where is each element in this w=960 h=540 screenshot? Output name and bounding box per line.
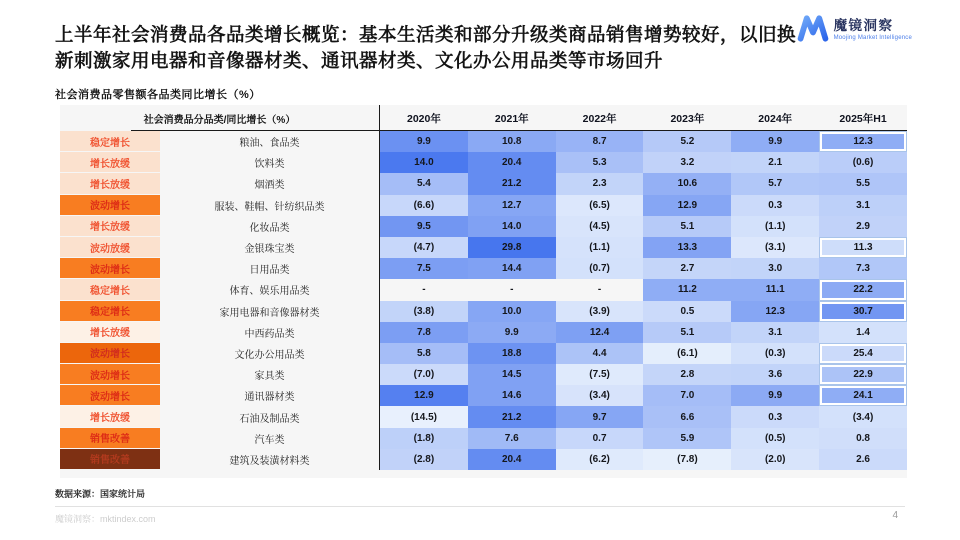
value-cell: 9.5 bbox=[380, 216, 468, 237]
value-cell: 20.4 bbox=[468, 152, 556, 173]
trend-tag: 稳定增长 bbox=[60, 131, 160, 152]
value-cell: (3.9) bbox=[556, 301, 644, 322]
value-cell: 2.9 bbox=[819, 216, 907, 237]
heatmap-table bbox=[60, 105, 907, 478]
value-cell: 8.7 bbox=[556, 131, 644, 152]
trend-tag: 波动增长 bbox=[60, 195, 160, 216]
value-cell: (4.7) bbox=[380, 237, 468, 258]
category-label: 中西药品类 bbox=[160, 322, 380, 343]
value-cell: 21.2 bbox=[468, 173, 556, 194]
value-cell: 13.3 bbox=[643, 237, 731, 258]
value-cell: 10.6 bbox=[643, 173, 731, 194]
value-cell: 12.4 bbox=[556, 322, 644, 343]
value-cell-highlighted: 30.7 bbox=[819, 301, 907, 322]
year-column-header: 2020年 bbox=[406, 112, 441, 125]
trend-tag: 波动增长 bbox=[60, 258, 160, 279]
table-corner-label: 社会消费品分品类/同比增长（%） bbox=[60, 105, 380, 131]
value-cell: 7.3 bbox=[819, 258, 907, 279]
value-cell: (3.4) bbox=[819, 406, 907, 427]
value-cell: 3.0 bbox=[731, 258, 819, 279]
trend-tag: 增长放缓 bbox=[60, 322, 160, 343]
category-label: 家用电器和音像器材类 bbox=[160, 301, 380, 322]
value-cell: 21.2 bbox=[468, 406, 556, 427]
category-label: 家具类 bbox=[160, 364, 380, 385]
value-cell: 1.4 bbox=[819, 322, 907, 343]
category-label: 日用品类 bbox=[160, 258, 380, 279]
value-cell: 2.3 bbox=[556, 173, 644, 194]
table-row bbox=[60, 322, 907, 343]
value-cell: (1.1) bbox=[731, 216, 819, 237]
value-cell-highlighted: 22.2 bbox=[819, 279, 907, 300]
moojing-m-icon bbox=[797, 14, 829, 47]
value-cell: 9.9 bbox=[731, 385, 819, 406]
value-cell: 2.1 bbox=[731, 152, 819, 173]
value-cell: 7.8 bbox=[380, 322, 468, 343]
value-cell: 5.7 bbox=[731, 173, 819, 194]
value-cell: 14.5 bbox=[468, 364, 556, 385]
trend-tag: 波动增长 bbox=[60, 343, 160, 364]
value-cell: (6.5) bbox=[556, 195, 644, 216]
table-row bbox=[60, 258, 907, 279]
trend-tag: 增长放缓 bbox=[60, 216, 160, 237]
year-column-header: 2022年 bbox=[582, 112, 617, 125]
trend-tag: 增长放缓 bbox=[60, 152, 160, 173]
value-cell: 0.8 bbox=[819, 428, 907, 449]
table-row bbox=[60, 216, 907, 237]
value-cell: 5.3 bbox=[556, 152, 644, 173]
trend-tag: 增长放缓 bbox=[60, 173, 160, 194]
value-cell-highlighted: 11.3 bbox=[819, 237, 907, 258]
value-cell: 11.2 bbox=[643, 279, 731, 300]
value-cell-highlighted: 12.3 bbox=[819, 131, 907, 152]
value-cell: (2.0) bbox=[731, 449, 819, 470]
value-cell: (3.8) bbox=[380, 301, 468, 322]
table-row bbox=[60, 343, 907, 364]
year-column-header: 2024年 bbox=[758, 112, 793, 125]
value-cell: 0.3 bbox=[731, 406, 819, 427]
category-label: 通讯器材类 bbox=[160, 385, 380, 406]
table-row bbox=[60, 428, 907, 449]
value-cell: (3.4) bbox=[556, 385, 644, 406]
category-label: 文化办公用品类 bbox=[160, 343, 380, 364]
page-title bbox=[55, 22, 855, 74]
value-cell: 9.9 bbox=[731, 131, 819, 152]
trend-tag: 波动增长 bbox=[60, 364, 160, 385]
value-cell: (1.8) bbox=[380, 428, 468, 449]
value-cell: 18.8 bbox=[468, 343, 556, 364]
value-cell-highlighted: 25.4 bbox=[819, 343, 907, 364]
page-number: 4 bbox=[892, 510, 898, 521]
chart-title: 社会消费品零售额各品类同比增长（%） bbox=[55, 89, 261, 101]
value-cell: 7.6 bbox=[468, 428, 556, 449]
trend-tag: 稳定增长 bbox=[60, 279, 160, 300]
value-cell-highlighted: 22.9 bbox=[819, 364, 907, 385]
table-row bbox=[60, 406, 907, 427]
value-cell: 5.5 bbox=[819, 173, 907, 194]
table-row bbox=[60, 385, 907, 406]
brand-name: 魔镜洞察 bbox=[833, 18, 894, 33]
value-cell: 14.0 bbox=[468, 216, 556, 237]
category-label: 服装、鞋帽、针纺织品类 bbox=[160, 195, 380, 216]
value-cell: (0.5) bbox=[731, 428, 819, 449]
table-row bbox=[60, 152, 907, 173]
table-row bbox=[60, 131, 907, 152]
year-column-header: 2025年H1 bbox=[839, 112, 887, 125]
table-row bbox=[60, 279, 907, 300]
value-cell: 9.9 bbox=[380, 131, 468, 152]
table-row bbox=[60, 195, 907, 216]
category-label: 饮料类 bbox=[160, 152, 380, 173]
value-cell: (0.3) bbox=[731, 343, 819, 364]
year-column-header: 2021年 bbox=[494, 112, 529, 125]
category-label: 金银珠宝类 bbox=[160, 237, 380, 258]
value-cell: - bbox=[468, 279, 556, 300]
value-cell: 12.9 bbox=[643, 195, 731, 216]
value-cell: 5.4 bbox=[380, 173, 468, 194]
value-cell: 5.2 bbox=[643, 131, 731, 152]
value-cell: 10.0 bbox=[468, 301, 556, 322]
value-cell: 20.4 bbox=[468, 449, 556, 470]
value-cell: 7.0 bbox=[643, 385, 731, 406]
value-cell: 14.0 bbox=[380, 152, 468, 173]
page-title-line2: 新刺激家用电器和音像器材类、通讯器材类、文化办公用品类等市场回升 bbox=[55, 49, 664, 71]
value-cell: (0.7) bbox=[556, 258, 644, 279]
value-cell: 0.5 bbox=[643, 301, 731, 322]
value-cell: 5.8 bbox=[380, 343, 468, 364]
category-label: 石油及制品类 bbox=[160, 406, 380, 427]
value-cell: 11.1 bbox=[731, 279, 819, 300]
watermark: 魔镜洞察：mktindex.com bbox=[55, 514, 156, 524]
trend-tag: 销售改善 bbox=[60, 449, 160, 470]
category-label: 粮油、食品类 bbox=[160, 131, 380, 152]
value-cell: 2.7 bbox=[643, 258, 731, 279]
table-row bbox=[60, 449, 907, 470]
table-header-row bbox=[60, 105, 907, 131]
value-cell: (3.1) bbox=[731, 237, 819, 258]
value-cell: (1.1) bbox=[556, 237, 644, 258]
value-cell: 10.8 bbox=[468, 131, 556, 152]
value-cell: - bbox=[556, 279, 644, 300]
table-row bbox=[60, 237, 907, 258]
value-cell: 5.1 bbox=[643, 322, 731, 343]
value-cell: (6.1) bbox=[643, 343, 731, 364]
value-cell: 9.7 bbox=[556, 406, 644, 427]
value-cell: (6.2) bbox=[556, 449, 644, 470]
value-cell: 3.1 bbox=[731, 322, 819, 343]
value-cell: 4.4 bbox=[556, 343, 644, 364]
trend-tag: 增长放缓 bbox=[60, 406, 160, 427]
value-cell: 12.9 bbox=[380, 385, 468, 406]
value-cell: 29.8 bbox=[468, 237, 556, 258]
value-cell: (7.5) bbox=[556, 364, 644, 385]
value-cell: 7.5 bbox=[380, 258, 468, 279]
brand-tagline: Moojing Market Intelligence bbox=[833, 35, 912, 41]
trend-tag: 稳定增长 bbox=[60, 301, 160, 322]
value-cell: (6.6) bbox=[380, 195, 468, 216]
value-cell: - bbox=[380, 279, 468, 300]
value-cell: (0.6) bbox=[819, 152, 907, 173]
page-title-line1: 上半年社会消费品各品类增长概览：基本生活类和部分升级类商品销售增势较好，以旧换 bbox=[55, 24, 797, 45]
trend-tag: 波动放缓 bbox=[60, 237, 160, 258]
value-cell: (7.0) bbox=[380, 364, 468, 385]
category-label: 烟酒类 bbox=[160, 173, 380, 194]
value-cell: 5.1 bbox=[643, 216, 731, 237]
value-cell: 2.8 bbox=[643, 364, 731, 385]
value-cell: 6.6 bbox=[643, 406, 731, 427]
table-row bbox=[60, 301, 907, 322]
data-source: 数据来源：国家统计局 bbox=[55, 489, 146, 499]
category-label: 体育、娱乐用品类 bbox=[160, 279, 380, 300]
trend-tag: 波动增长 bbox=[60, 385, 160, 406]
value-cell: (2.8) bbox=[380, 449, 468, 470]
table-row bbox=[60, 364, 907, 385]
trend-tag: 销售改善 bbox=[60, 428, 160, 449]
value-cell: 2.6 bbox=[819, 449, 907, 470]
brand-logo bbox=[797, 14, 912, 47]
footer-divider bbox=[55, 506, 905, 507]
value-cell: 12.7 bbox=[468, 195, 556, 216]
value-cell: 14.6 bbox=[468, 385, 556, 406]
value-cell: 12.3 bbox=[731, 301, 819, 322]
value-cell: (14.5) bbox=[380, 406, 468, 427]
category-label: 汽车类 bbox=[160, 428, 380, 449]
value-cell: 0.3 bbox=[731, 195, 819, 216]
value-cell: (7.8) bbox=[643, 449, 731, 470]
category-label: 化妆品类 bbox=[160, 216, 380, 237]
value-cell: 3.2 bbox=[643, 152, 731, 173]
value-cell-highlighted: 24.1 bbox=[819, 385, 907, 406]
value-cell: 14.4 bbox=[468, 258, 556, 279]
value-cell: 3.1 bbox=[819, 195, 907, 216]
year-column-header: 2023年 bbox=[670, 112, 705, 125]
category-label: 建筑及装潢材料类 bbox=[160, 449, 380, 470]
value-cell: 9.9 bbox=[468, 322, 556, 343]
value-cell: 3.6 bbox=[731, 364, 819, 385]
value-cell: 0.7 bbox=[556, 428, 644, 449]
value-cell: (4.5) bbox=[556, 216, 644, 237]
table-row bbox=[60, 173, 907, 194]
value-cell: 5.9 bbox=[643, 428, 731, 449]
